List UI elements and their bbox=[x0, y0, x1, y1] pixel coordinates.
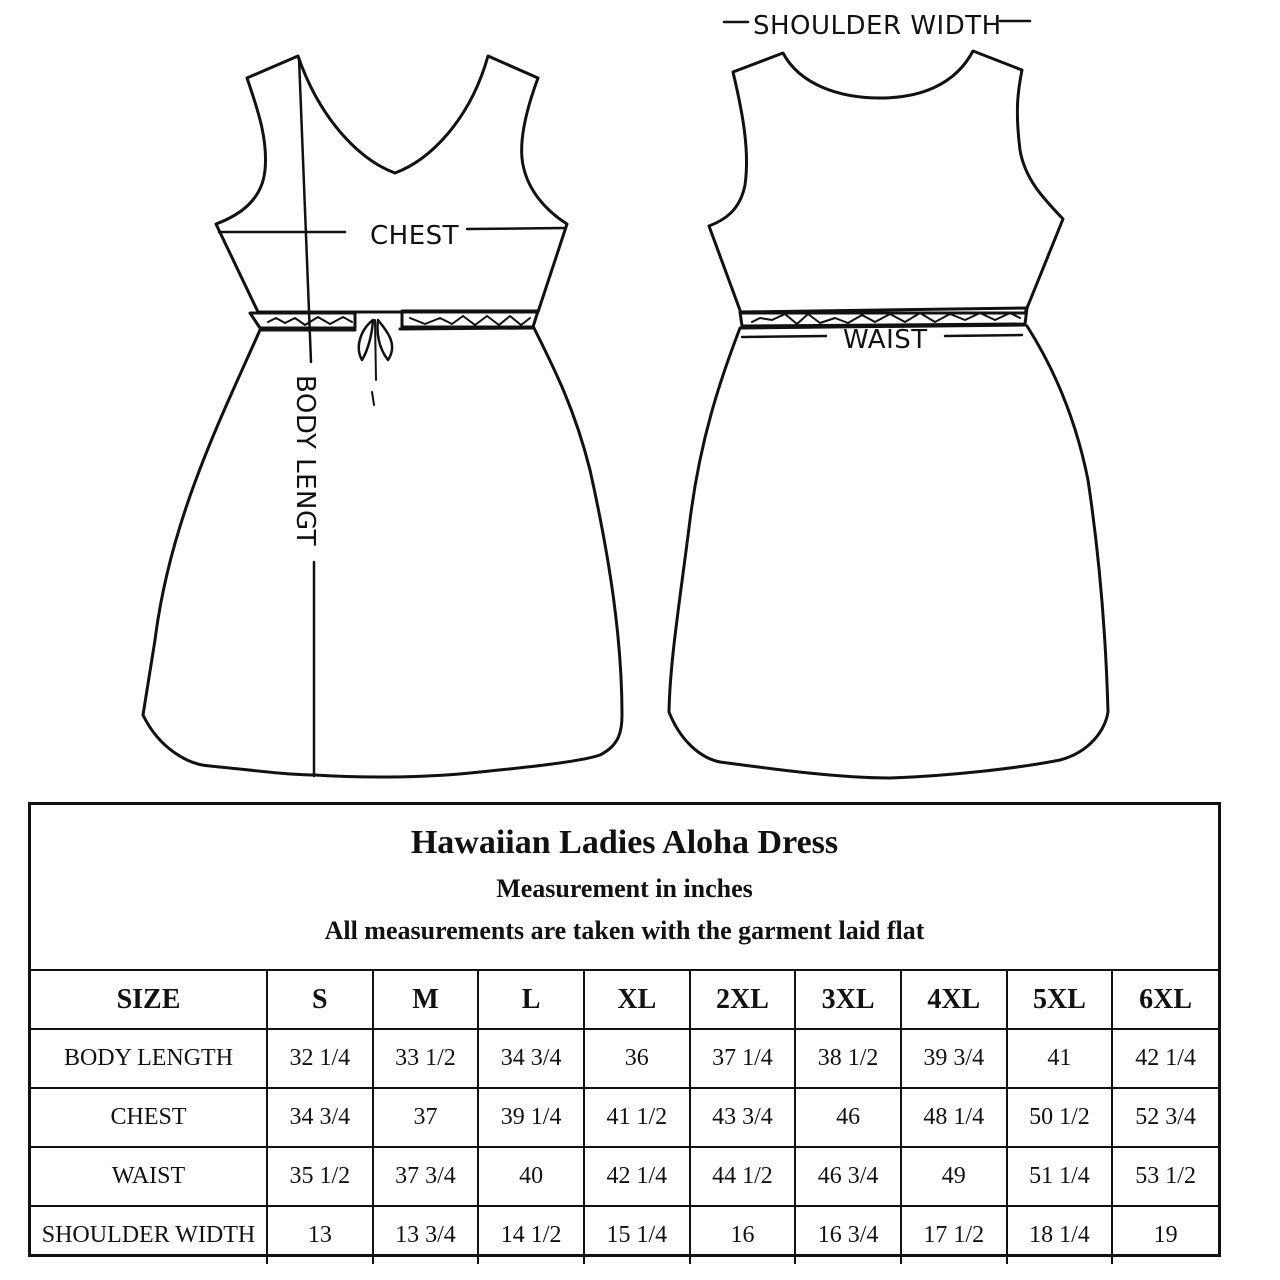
row-label: WAIST bbox=[31, 1147, 267, 1206]
table-row-waist bbox=[31, 1147, 1218, 1206]
table-row-body-length bbox=[31, 1029, 1218, 1088]
table-cell: 42 1/4 bbox=[1112, 1029, 1218, 1088]
table-cell: 41 bbox=[1007, 1029, 1113, 1088]
back-measure-lines bbox=[724, 21, 1030, 337]
table-cell: 19 bbox=[1112, 1206, 1218, 1264]
front-measure-lines bbox=[219, 58, 565, 776]
shoulder-width-label: SHOULDER WIDTH bbox=[753, 11, 1002, 41]
header-m: M bbox=[373, 971, 479, 1029]
header-4xl: 4XL bbox=[901, 971, 1007, 1029]
header-3xl: 3XL bbox=[795, 971, 901, 1029]
header-xl: XL bbox=[584, 971, 690, 1029]
table-cell: 15 1/4 bbox=[584, 1206, 690, 1264]
table-row-chest bbox=[31, 1088, 1218, 1147]
table-cell: 13 bbox=[267, 1206, 373, 1264]
table-row-shoulder-width bbox=[31, 1206, 1218, 1264]
header-s: S bbox=[267, 971, 373, 1029]
body-length-label: BODY LENGT bbox=[290, 375, 320, 547]
table-cell: 35 1/2 bbox=[267, 1147, 373, 1206]
table-cell: 48 1/4 bbox=[901, 1088, 1007, 1147]
row-label: BODY LENGTH bbox=[31, 1029, 267, 1088]
size-header-row bbox=[31, 971, 1218, 1029]
table-cell: 13 3/4 bbox=[373, 1206, 479, 1264]
table-cell: 34 3/4 bbox=[267, 1088, 373, 1147]
chest-label: CHEST bbox=[370, 221, 460, 251]
table-cell: 52 3/4 bbox=[1112, 1088, 1218, 1147]
size-chart bbox=[28, 802, 1221, 1257]
table-cell: 37 3/4 bbox=[373, 1147, 479, 1206]
header-2xl: 2XL bbox=[690, 971, 796, 1029]
front-dress-outline bbox=[143, 56, 622, 777]
table-cell: 44 1/2 bbox=[690, 1147, 796, 1206]
back-dress-outline bbox=[669, 51, 1108, 778]
table-cell: 50 1/2 bbox=[1007, 1088, 1113, 1147]
table-cell: 49 bbox=[901, 1147, 1007, 1206]
table-cell: 17 1/2 bbox=[901, 1206, 1007, 1264]
table-cell: 40 bbox=[478, 1147, 584, 1206]
table-cell: 39 3/4 bbox=[901, 1029, 1007, 1088]
table-cell: 39 1/4 bbox=[478, 1088, 584, 1147]
chart-note: All measurements are taken with the garment laid flat bbox=[324, 916, 925, 945]
table-cell: 37 1/4 bbox=[690, 1029, 796, 1088]
size-table bbox=[31, 971, 1218, 1264]
chart-subtitle: Measurement in inches bbox=[496, 874, 753, 903]
size-chart-header bbox=[31, 805, 1218, 971]
table-cell: 33 1/2 bbox=[373, 1029, 479, 1088]
header-6xl: 6XL bbox=[1112, 971, 1218, 1029]
header-size: SIZE bbox=[31, 971, 267, 1029]
table-cell: 46 3/4 bbox=[795, 1147, 901, 1206]
table-cell: 18 1/4 bbox=[1007, 1206, 1113, 1264]
table-cell: 42 1/4 bbox=[584, 1147, 690, 1206]
table-cell: 14 1/2 bbox=[478, 1206, 584, 1264]
table-cell: 46 bbox=[795, 1088, 901, 1147]
table-cell: 53 1/2 bbox=[1112, 1147, 1218, 1206]
row-label: CHEST bbox=[31, 1088, 267, 1147]
row-label: SHOULDER WIDTH bbox=[31, 1206, 267, 1264]
table-cell: 32 1/4 bbox=[267, 1029, 373, 1088]
table-cell: 34 3/4 bbox=[478, 1029, 584, 1088]
table-cell: 43 3/4 bbox=[690, 1088, 796, 1147]
chart-title: Hawaiian Ladies Aloha Dress bbox=[410, 824, 839, 861]
table-cell: 37 bbox=[373, 1088, 479, 1147]
table-cell: 36 bbox=[584, 1029, 690, 1088]
table-cell: 51 1/4 bbox=[1007, 1147, 1113, 1206]
table-cell: 16 bbox=[690, 1206, 796, 1264]
table-cell: 38 1/2 bbox=[795, 1029, 901, 1088]
table-cell: 41 1/2 bbox=[584, 1088, 690, 1147]
header-l: L bbox=[478, 971, 584, 1029]
header-5xl: 5XL bbox=[1007, 971, 1113, 1029]
table-cell: 16 3/4 bbox=[795, 1206, 901, 1264]
waist-label: WAIST bbox=[843, 325, 928, 355]
